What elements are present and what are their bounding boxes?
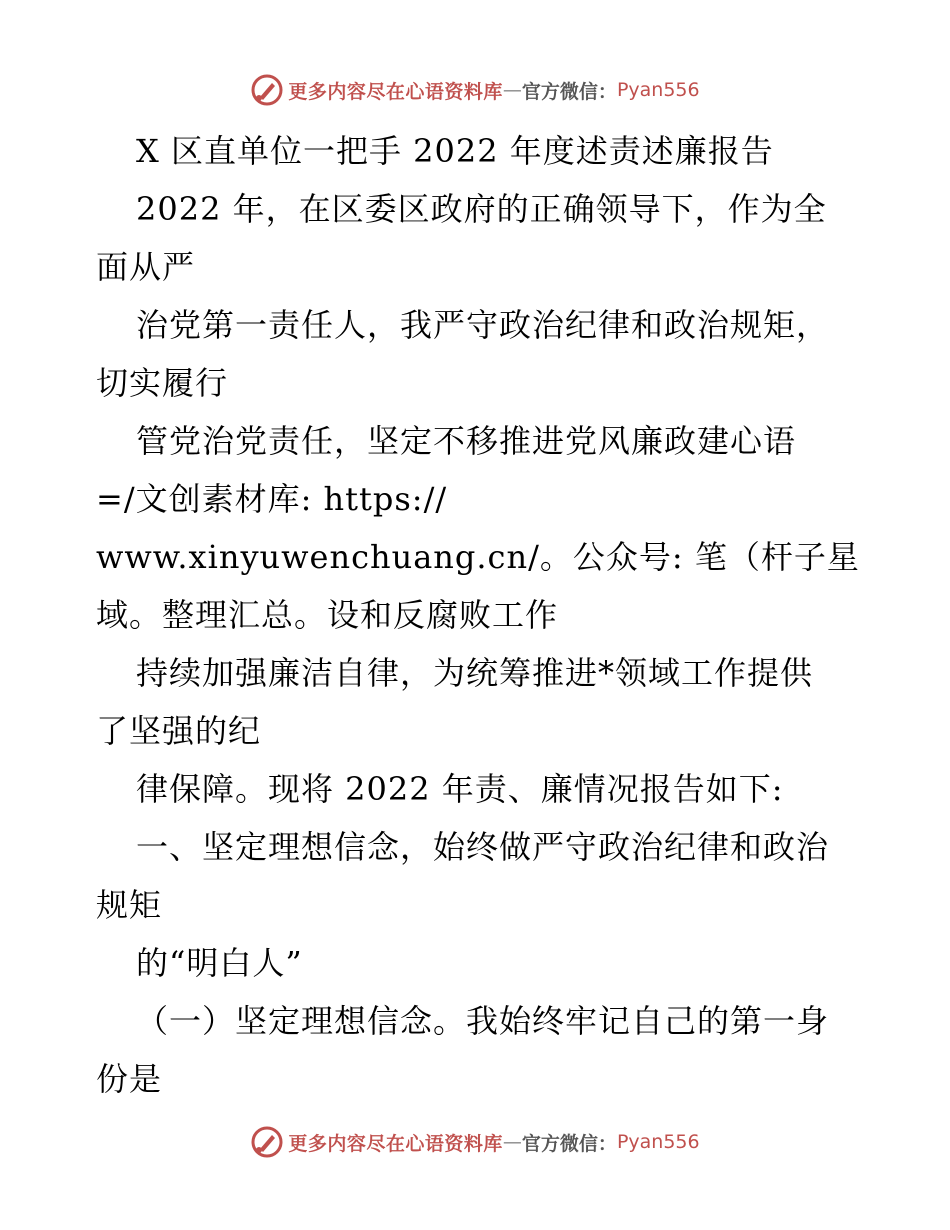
paragraph-line: 域。整理汇总。设和反腐败工作 <box>96 596 559 634</box>
document-body <box>96 122 860 1108</box>
watermark-dash: — <box>502 79 522 101</box>
watermark-wechat-id: Pyan556 <box>616 79 700 101</box>
watermark-wechat-id: Pyan556 <box>616 1131 700 1153</box>
paragraph-line: 持续加强廉洁自律，为统筹推进*领域工作提供 <box>136 654 814 692</box>
paragraph-line: 2022 年，在区委区政府的正确领导下，作为全 <box>136 190 827 228</box>
paragraph-line: 面从严 <box>96 248 196 286</box>
watermark-wechat-label: 官方微信： <box>521 1132 617 1155</box>
pen-nib-logo-icon <box>250 1125 284 1159</box>
watermark-main-text: 更多内容尽在心语资料库 <box>288 1132 503 1155</box>
paragraph-line: www.xinyuwenchuang.cn/。公众号: 笔（杆子星 <box>96 538 860 576</box>
pen-nib-logo-icon <box>250 73 284 107</box>
footer-watermark-banner <box>0 1122 950 1162</box>
watermark-wechat-label: 官方微信： <box>521 80 617 103</box>
paragraph-line: 切实履行 <box>96 364 229 402</box>
subsection-line: （一）坚定理想信念。我始终牢记自己的第一身 <box>136 1002 830 1040</box>
section-heading-continued: 规矩 <box>96 886 163 924</box>
document-title: X 区直单位一把手 2022 年度述责述廉报告 <box>136 132 774 170</box>
section-heading-continued: 的“明白人” <box>136 944 303 982</box>
watermark-main-text: 更多内容尽在心语资料库 <box>288 80 503 103</box>
header-watermark-banner <box>0 70 950 110</box>
paragraph-line: =/文创素材库: https:// <box>96 480 448 518</box>
watermark-dash: — <box>502 1131 522 1153</box>
paragraph-line: 了坚强的纪 <box>96 712 262 750</box>
section-heading: 一、坚定理想信念，始终做严守政治纪律和政治 <box>136 828 830 866</box>
paragraph-line: 份是 <box>96 1060 163 1098</box>
paragraph-line: 律保障。现将 2022 年责、廉情况报告如下: <box>136 770 784 808</box>
paragraph-line: 治党第一责任人，我严守政治纪律和政治规矩， <box>136 306 830 344</box>
paragraph-line: 管党治党责任，坚定不移推进党风廉政建心语 <box>136 422 797 460</box>
